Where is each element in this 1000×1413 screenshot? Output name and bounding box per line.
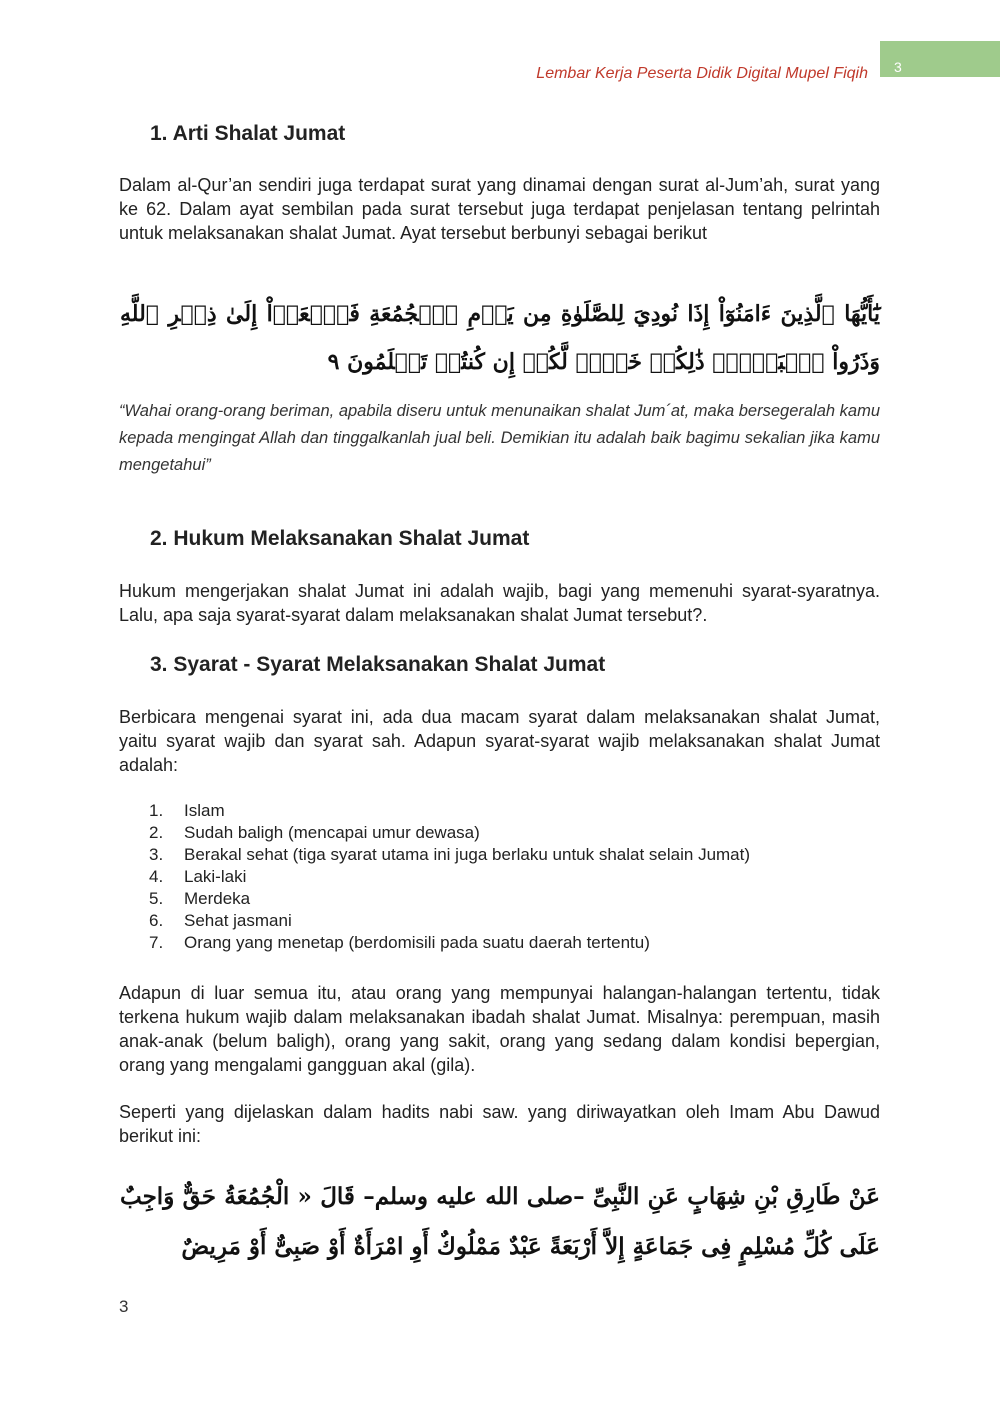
hadith-intro-paragraph: Seperti yang dijelaskan dalam hadits nabi saw. yang diriwayatkan oleh Imam Abu Dawud berikut ini:: [119, 1102, 880, 1146]
hadith-arabic: عَنْ طَارِقِ بْنِ شِهَابٍ عَنِ النَّبِىِّ –صلى الله عليه وسلم– قَالَ « الْجُمُعَةُ حَقٌّ وَاجِبٌ عَلَى كُلِّ مُسْلِمٍ فِى جَمَاعَةٍ إِلاَّ أَرْبَعَةً عَبْدٌ مَمْلُوكٌ أَوِ امْرَأَةٌ أَوْ صَبِىٌّ أَوْ مَرِيضٌ: [120, 1183, 880, 1260]
list-item-number: 6.: [149, 911, 164, 930]
list-item: [149, 910, 750, 932]
section-1-heading: 1. Arti Shalat Jumat: [150, 122, 346, 145]
list-item-text: Laki-laki: [184, 867, 247, 886]
list-item-number: 3.: [149, 845, 164, 864]
section-3-paragraph: Berbicara mengenai syarat ini, ada dua macam syarat dalam melaksanakan shalat Jumat, yaitu syarat wajib dan syarat sah. Adapun syarat-syarat wajib melaksanakan shalat Jumat adalah:: [119, 707, 880, 775]
list-item-number: 7.: [149, 933, 164, 952]
list-item: [149, 888, 750, 910]
list-item-text: Islam: [184, 801, 225, 820]
list-item: [149, 800, 750, 822]
exemption-paragraph: Adapun di luar semua itu, atau orang yang mempunyai halangan-halangan tertentu, tidak terkena hukum wajib dalam melaksanakan ibadah shalat Jumat. Misalnya: perempuan, masih anak-anak (belum baligh), orang yang sakit, orang yang sedang dalam kondisi bepergian, orang yang mengalami gangguan akal (gila).: [119, 983, 880, 1075]
verse-translation-quote: “Wahai orang-orang beriman, apabila diseru untuk menunaikan shalat Jum´at, maka bersegeralah kamu kepada mengingat Allah dan tinggalkanlah jual beli. Demikian itu adalah baik bagimu sekalian jika kamu mengetahui”: [119, 402, 880, 474]
list-item-text: Sehat jasmani: [184, 911, 292, 930]
list-item-number: 2.: [149, 823, 164, 842]
list-item-text: Sudah baligh (mencapai umur dewasa): [184, 823, 480, 842]
list-item: [149, 932, 750, 954]
list-item: [149, 866, 750, 888]
section-2-paragraph: Hukum mengerjakan shalat Jumat ini adalah wajib, bagi yang memenuhi syarat-syaratnya. Lalu, apa saja syarat-syarat dalam melaksanakan shalat Jumat tersebut?.: [119, 581, 880, 625]
list-item: [149, 844, 750, 866]
footer-page-number: 3: [119, 1297, 129, 1316]
list-item-text: Merdeka: [184, 889, 251, 908]
syarat-wajib-list: [149, 800, 750, 954]
section-1-paragraph: Dalam al-Qur’an sendiri juga terdapat surat yang dinamai dengan surat al-Jum’ah, surat yang ke 62. Dalam ayat sembilan pada surat tersebut juga terdapat penjelasan tentang pelrintah untuk melaksanakan shalat Jumat. Ayat tersebut berbunyi sebagai berikut: [119, 175, 880, 243]
list-item-number: 1.: [149, 801, 164, 820]
quran-verse-arabic: يَٰٓأَيُّهَا ٱلَّذِينَ ءَامَنُوٓاْ إِذَا نُودِيَ لِلصَّلَوٰةِ مِن يَوۡمِ ٱلۡجُمُعَةِ فَٱسۡعَوۡاْ إِلَىٰ ذِكۡرِ ٱللَّهِ وَذَرُواْ ٱلۡبَيۡعَۚ ذَٰلِكُمۡ خَيۡرٞ لَّكُمۡ إِن كُنتُمۡ تَعۡلَمُونَ ٩: [120, 301, 880, 375]
list-item-text: Berakal sehat (tiga syarat utama ini juga berlaku untuk shalat selain Jumat): [184, 845, 751, 864]
page-number-tab: [880, 41, 1000, 77]
section-2-heading: 2. Hukum Melaksanakan Shalat Jumat: [150, 527, 530, 550]
list-item-number: 4.: [149, 867, 164, 886]
list-item: [149, 822, 750, 844]
list-item-text: Orang yang menetap (berdomisili pada suatu daerah tertentu): [184, 933, 650, 952]
document-header-title: Lembar Kerja Peserta Didik Digital Mupel Fiqih: [536, 65, 868, 82]
list-item-number: 5.: [149, 889, 164, 908]
section-3-heading: 3. Syarat - Syarat Melaksanakan Shalat Jumat: [150, 653, 606, 676]
page-number-label: 3: [894, 59, 902, 75]
